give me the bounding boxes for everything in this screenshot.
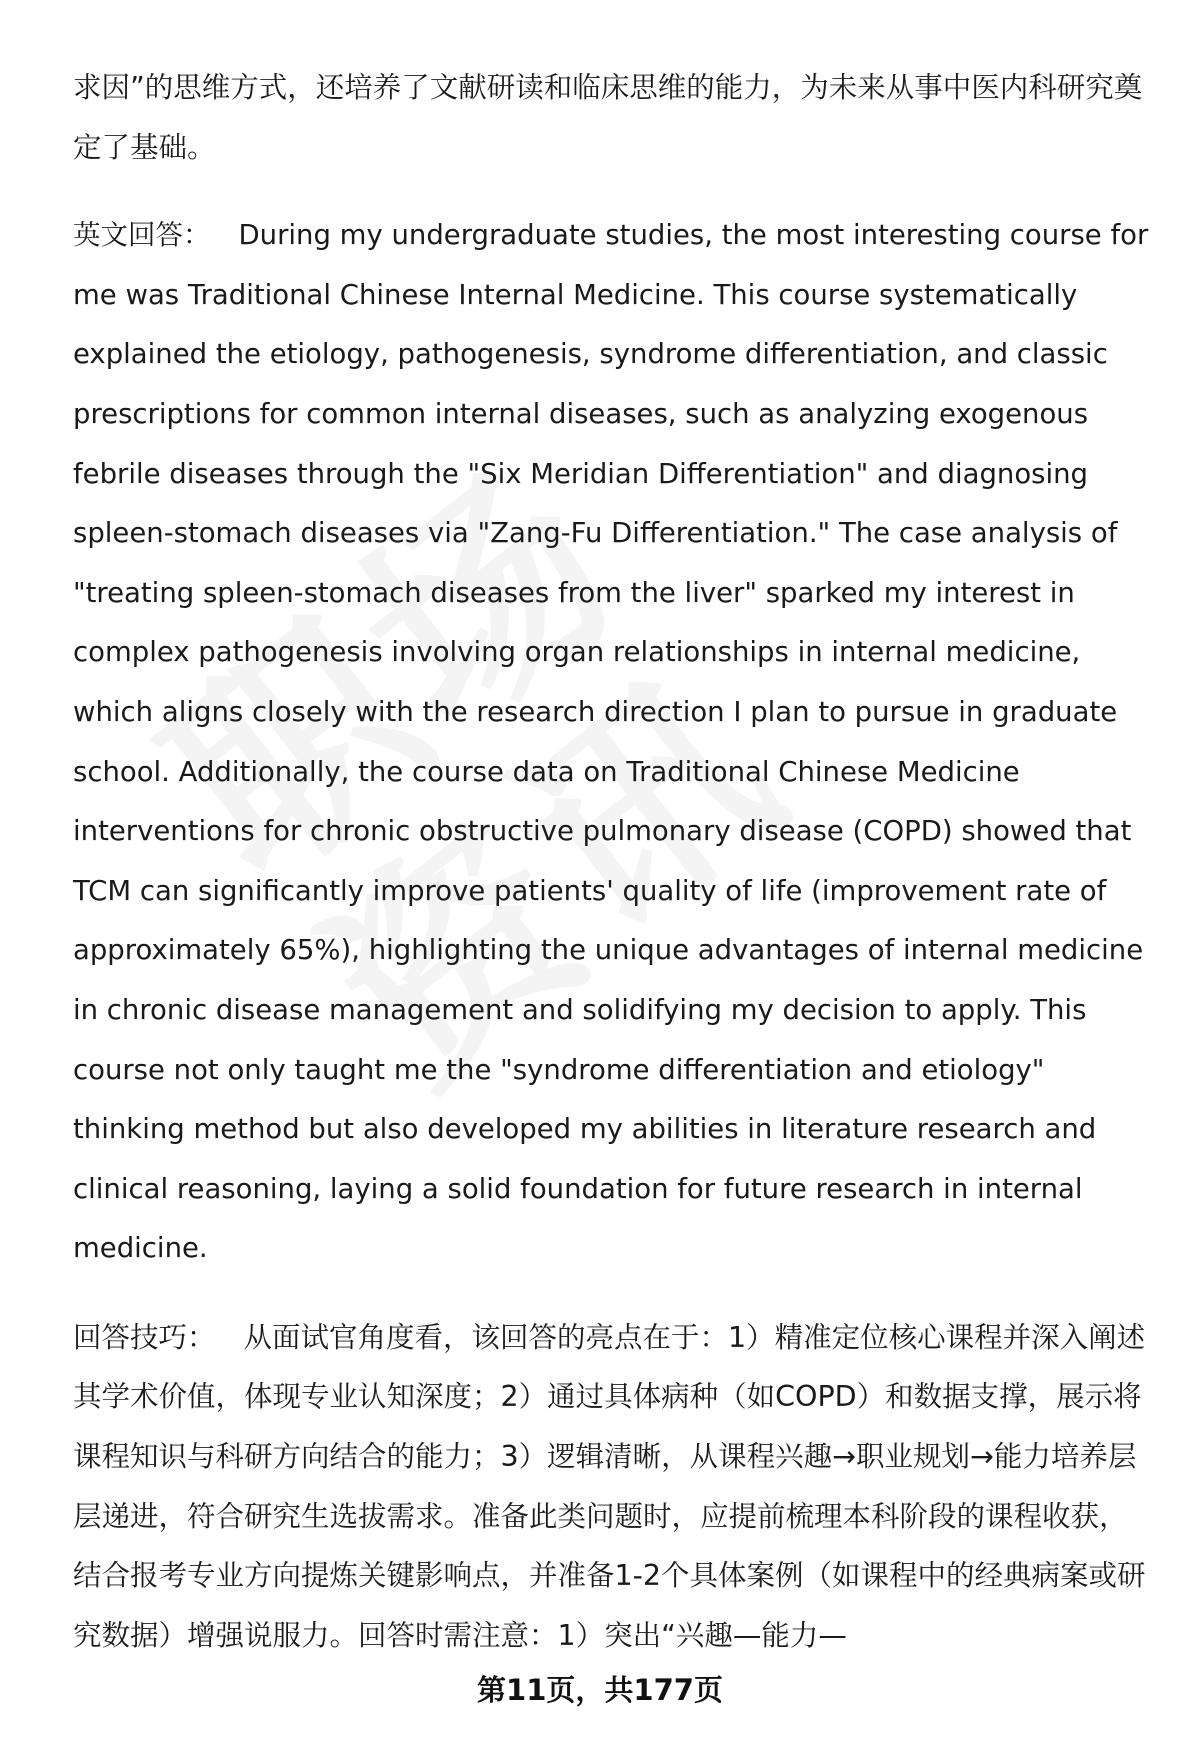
tips-paragraph: [73, 1308, 1153, 1666]
document-body: [73, 58, 1153, 1694]
intro-tail-text: 求因”的思维方式，还培养了文献研读和临床思维的能力，为未来从事中医内科研究奠定了基础。: [73, 71, 1143, 164]
tips-text: 从面试官角度看，该回答的亮点在于：1）精准定位核心课程并深入阐述其学术价值，体现专业认知深度；2）通过具体病种（如COPD）和数据支撑，展示将课程知识与科研方向结合的能力；3）逻辑清晰，从课程兴趣→职业规划→能力培养层层递进，符合研究生选拔需求。准备此类问题时，应提前梳理本科阶段的课程收获，结合报考专业方向提炼关键影响点，并准备1-2个具体案例（如课程中的经典病案或研究数据）增强说服力。回答时需注意：1）突出“兴趣—能力—: [73, 1320, 1146, 1652]
intro-tail-paragraph: [73, 58, 1153, 177]
english-answer-paragraph: [73, 206, 1153, 1279]
page-number-footer: 第11页，共177页: [477, 1673, 723, 1707]
tips-label: 回答技巧：: [73, 1320, 216, 1354]
english-answer-text: During my undergraduate studies, the most interesting course for me was Traditional Chinese Internal Medicine. This course systematically explained the etiology, pathogenesis, syndrome differentiation, and classic prescriptions for common internal diseases, such as analyzing exogenous febrile diseases through the "Six Meridian Differentiation" and diagnosing spleen-stomach diseases via "Zang-Fu Differentiation." The case analysis of "treating spleen-stomach diseases from the liver" sparked my interest in complex pathogenesis involving organ relationships in internal medicine, which aligns closely with the research direction I plan to pursue in graduate school. Additionally, the course data on Traditional Chinese Medicine interventions for chronic obstructive pulmonary disease (COPD) showed that TCM can significantly improve patients' quality of life (improvement rate of approximately 65%), highlighting the unique advantages of internal medicine in chronic disease management and solidifying my decision to apply. This course not only taught me the "syndrome differentiation and etiology" thinking method but also developed my abilities in literature research and clinical reasoning, laying a solid foundation for future research in internal medicine.: [73, 219, 1149, 1265]
english-answer-label: 英文回答：: [73, 219, 211, 252]
